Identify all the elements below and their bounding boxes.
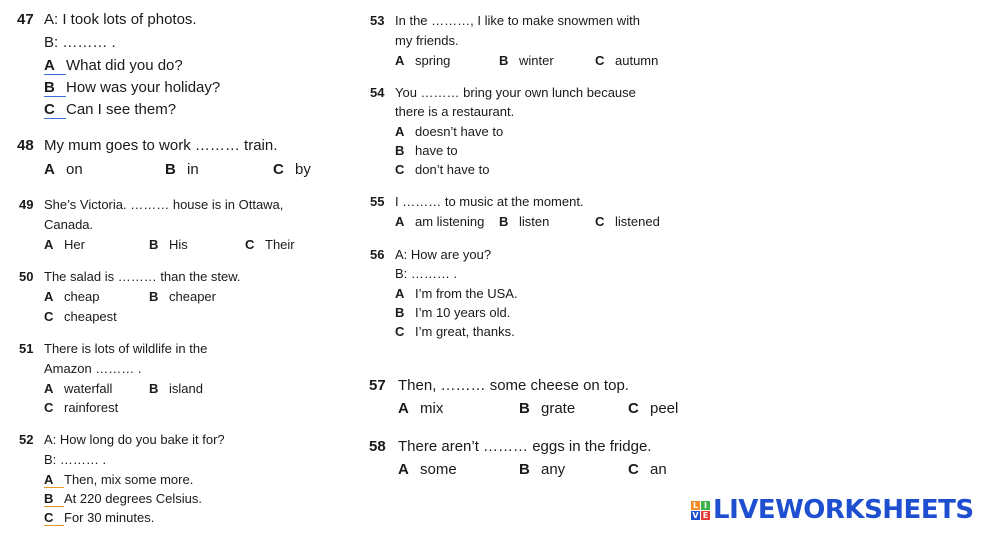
option-b[interactable] [395, 143, 458, 158]
option-letter: B [44, 79, 66, 97]
option-a[interactable] [398, 461, 457, 478]
option-letter: B [44, 491, 64, 507]
option-text: waterfall [64, 381, 113, 396]
option-letter: B [499, 53, 509, 68]
option-letter: C [44, 101, 66, 119]
option-c[interactable] [395, 162, 489, 177]
option-letter: C [245, 237, 255, 252]
option-text: have to [415, 143, 458, 158]
option-b[interactable] [519, 400, 575, 417]
question-line-2: my friends. [395, 33, 459, 48]
option-letter: C [395, 324, 405, 339]
option-letter: A [398, 461, 409, 478]
option-letter: A [44, 381, 54, 396]
option-letter: C [273, 161, 284, 178]
option-letter: A [395, 286, 405, 301]
question-line-2: Amazon ……… . [44, 361, 142, 376]
option-a[interactable] [395, 214, 484, 229]
question-text: There aren’t ……… eggs in the fridge. [398, 438, 652, 455]
option-letter: B [519, 461, 530, 478]
question-text: A: How are you? [395, 247, 492, 262]
question-text: Then, ……… some cheese on top. [398, 377, 629, 394]
option-text: on [66, 161, 83, 178]
option-a[interactable] [398, 400, 443, 417]
question-text: There is lots of wildlife in the [44, 341, 208, 356]
question-number: 56 [370, 247, 385, 262]
option-letter: C [595, 214, 605, 229]
question-number: 52 [19, 432, 34, 447]
option-a[interactable] [44, 57, 183, 75]
question-text: She’s Victoria. ……… house is in Ottawa, [44, 197, 284, 212]
option-b[interactable] [499, 53, 554, 68]
option-text: Can I see them? [66, 101, 177, 118]
option-letter: A [395, 124, 405, 139]
option-c[interactable] [628, 400, 678, 417]
question-number: 48 [17, 137, 34, 154]
option-c[interactable] [595, 214, 660, 229]
option-letter: A [395, 214, 405, 229]
option-text: listened [615, 214, 660, 229]
question-text: You ……… bring your own lunch because [395, 85, 636, 100]
question-number: 57 [369, 377, 386, 394]
question-text: A: How long do you bake it for? [44, 432, 225, 447]
option-text: am listening [415, 214, 485, 229]
option-a[interactable] [44, 289, 99, 304]
option-c[interactable] [245, 237, 295, 252]
question-line-2: B: ……… . [44, 34, 116, 51]
option-text: cheapest [64, 309, 117, 324]
option-letter: B [519, 400, 530, 417]
option-b[interactable] [519, 461, 565, 478]
option-text: island [169, 381, 203, 396]
option-c[interactable] [395, 324, 515, 339]
option-b[interactable] [165, 161, 199, 178]
question-text: I ……… to music at the moment. [395, 194, 584, 209]
question-number: 51 [19, 341, 34, 356]
logo-mark-icon [691, 501, 710, 520]
question-text: A: I took lots of photos. [44, 11, 197, 28]
option-a[interactable] [44, 472, 193, 488]
option-text: cheaper [169, 289, 216, 304]
option-text: spring [415, 53, 451, 68]
option-letter: A [44, 161, 55, 178]
option-letter: A [44, 57, 66, 75]
option-text: I’m from the USA. [415, 286, 518, 301]
option-a[interactable] [395, 124, 503, 139]
option-letter: A [44, 289, 54, 304]
liveworksheets-logo[interactable] [691, 494, 974, 526]
option-text: For 30 minutes. [64, 510, 155, 525]
option-text: by [295, 161, 311, 178]
option-letter: B [165, 161, 176, 178]
logo-mark-letter: L [692, 500, 699, 510]
question-line-2: B: ……… . [44, 452, 107, 467]
option-text: winter [519, 53, 554, 68]
option-text: At 220 degrees Celsius. [64, 491, 203, 506]
option-text: I’m great, thanks. [415, 324, 515, 339]
option-letter: A [44, 237, 54, 252]
option-letter: B [395, 305, 405, 320]
option-text: autumn [615, 53, 659, 68]
option-text: mix [420, 400, 444, 417]
option-letter: C [44, 309, 54, 324]
option-b[interactable] [149, 237, 188, 252]
option-b[interactable] [44, 491, 202, 507]
option-text: some [420, 461, 457, 478]
question-number: 55 [370, 194, 385, 209]
option-letter: B [149, 289, 159, 304]
question-text: The salad is ……… than the stew. [44, 269, 241, 284]
option-b[interactable] [499, 214, 549, 229]
option-b[interactable] [44, 79, 220, 97]
option-text: in [187, 161, 199, 178]
question-number: 53 [370, 13, 385, 28]
option-text: Then, mix some more. [64, 472, 194, 487]
question-text: My mum goes to work ……… train. [44, 137, 278, 154]
option-letter: C [628, 400, 639, 417]
option-text: listen [519, 214, 550, 229]
option-c[interactable] [44, 510, 154, 526]
logo-mark-letter: I [701, 501, 710, 510]
logo-text: LIVEWORKSHEETS [713, 495, 974, 525]
question-number: 49 [19, 197, 34, 212]
option-letter: A [398, 400, 409, 417]
option-text: I’m 10 years old. [415, 305, 511, 320]
option-text: cheap [64, 289, 100, 304]
option-c[interactable] [273, 161, 311, 178]
option-letter: A [395, 53, 405, 68]
option-b[interactable] [395, 305, 510, 320]
option-letter: B [149, 237, 159, 252]
option-letter: C [44, 400, 54, 415]
option-text: grate [541, 400, 576, 417]
option-text: What did you do? [66, 57, 183, 74]
option-letter: B [149, 381, 159, 396]
option-text: Her [64, 237, 85, 252]
question-text: In the ………, I like to make snowmen with [395, 13, 640, 28]
question-number: 47 [17, 11, 34, 28]
question-line-2: Canada. [44, 217, 94, 232]
option-b[interactable] [149, 289, 216, 304]
option-text: any [541, 461, 566, 478]
question-line-2: there is a restaurant. [395, 104, 515, 119]
option-a[interactable] [395, 286, 518, 301]
option-text: How was your holiday? [66, 79, 221, 96]
question-number: 50 [19, 269, 34, 284]
question-number: 54 [370, 85, 385, 100]
option-text: don’t have to [415, 162, 490, 177]
option-text: peel [650, 400, 679, 417]
logo-mark-letter: V [692, 510, 699, 520]
logo-mark-letter: E [702, 510, 709, 520]
option-letter: C [595, 53, 605, 68]
option-letter: B [395, 143, 405, 158]
option-a[interactable] [44, 381, 112, 396]
question-line-2: B: ……… . [395, 266, 458, 281]
option-c[interactable] [44, 101, 176, 119]
option-b[interactable] [149, 381, 203, 396]
option-a[interactable] [44, 161, 83, 178]
option-text: an [650, 461, 667, 478]
option-c[interactable] [595, 53, 658, 68]
option-c[interactable] [628, 461, 667, 478]
option-letter: C [628, 461, 639, 478]
option-text: doesn’t have to [415, 124, 504, 139]
option-a[interactable] [44, 237, 85, 252]
question-number: 58 [369, 438, 386, 455]
option-letter: A [44, 472, 64, 488]
option-c[interactable] [44, 400, 118, 415]
option-text: His [169, 237, 188, 252]
option-text: rainforest [64, 400, 119, 415]
option-a[interactable] [395, 53, 450, 68]
option-text: Their [265, 237, 295, 252]
option-letter: C [44, 510, 64, 526]
option-c[interactable] [44, 309, 117, 324]
option-letter: B [499, 214, 509, 229]
option-letter: C [395, 162, 405, 177]
